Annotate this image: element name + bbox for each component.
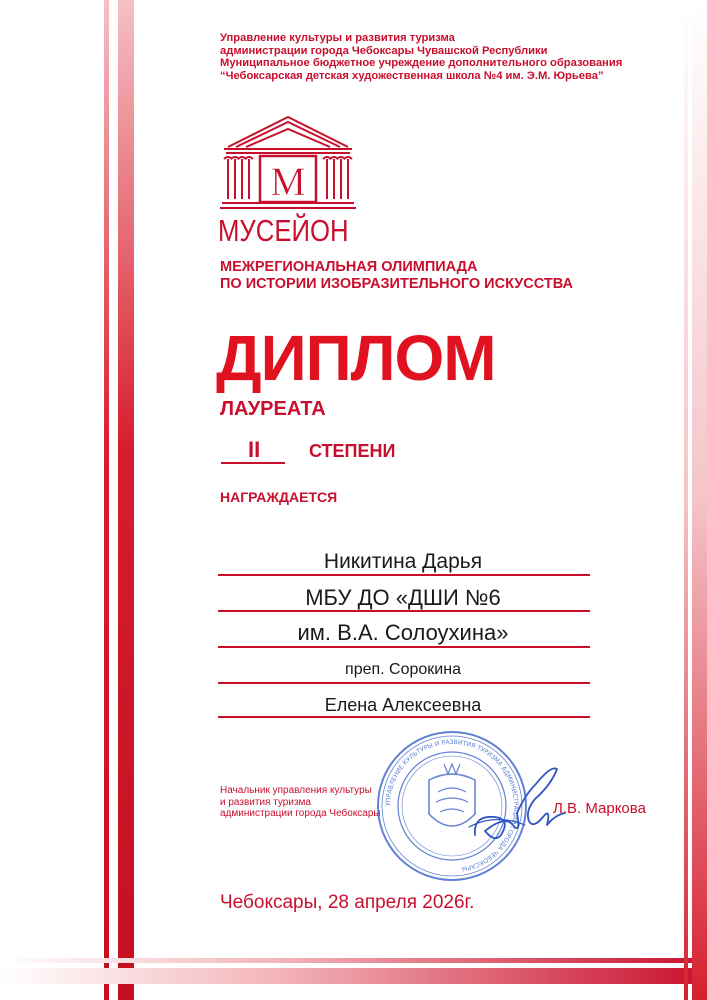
museion-building-logo: [218, 113, 358, 213]
school-line-1-rule: [218, 610, 590, 612]
awarded-label: НАГРАЖДАЕТСЯ: [220, 489, 338, 505]
header-line-1: Управление культуры и развития туризма: [220, 32, 455, 44]
degree-number: II: [248, 437, 261, 462]
header-line-2: администрации города Чебоксары Чувашской Республики: [220, 44, 548, 57]
teacher-line-1-rule: [218, 682, 590, 684]
header-line-3: Муниципальное бюджетное учреждение дополнительного образования: [220, 57, 623, 70]
school-line-2-rule: [218, 646, 590, 648]
header-line-4: “Чебоксарская детская художественная школа №4 им. Э.М. Юрьева”: [220, 69, 604, 82]
signatory-line-3: администрации города Чебоксары: [220, 808, 381, 819]
school-line-2: им. В.А. Солоухина»: [297, 620, 509, 645]
logo-letter: М: [270, 159, 306, 204]
organization-header: [220, 32, 622, 82]
olympiad-line-2: ПО ИСТОРИИ ИЗОБРАЗИТЕЛЬНОГО ИСКУССТВА: [220, 275, 573, 292]
signatory-title: [220, 785, 381, 820]
stamp-ring-text: УПРАВЛЕНИЕ КУЛЬТУРЫ И РАЗВИТИЯ ТУРИЗМА АДМИНИСТРАЦИИ ГОРОДА ЧЕБОКСАРЫ: [384, 738, 520, 873]
logo-name: МУСЕЙОН: [218, 213, 349, 248]
teacher-line-2-rule: [218, 716, 590, 718]
diploma-title: ДИПЛОМ: [216, 322, 496, 394]
recipient-name-line: [218, 574, 590, 576]
degree-underline: [221, 462, 285, 464]
school-line-1: МБУ ДО «ДШИ №6: [305, 585, 501, 610]
signatory-line-1: Начальник управления культуры: [220, 785, 372, 796]
degree-word: СТЕПЕНИ: [309, 441, 396, 461]
olympiad-line-1: МЕЖРЕГИОНАЛЬНАЯ ОЛИМПИАДА: [220, 259, 478, 275]
recipient-name: Никитина Дарья: [323, 550, 483, 573]
teacher-line-2: Елена Алексеевна: [324, 695, 482, 715]
issue-place-date: Чебоксары, 28 апреля 2026г.: [220, 892, 475, 913]
signatory-name: Л.В. Маркова: [553, 800, 646, 817]
laureate-label: ЛАУРЕАТА: [220, 398, 326, 420]
teacher-line-1: преп. Сорокина: [345, 661, 461, 678]
signatory-line-2: и развития туризма: [220, 796, 311, 808]
olympiad-title: [220, 259, 573, 292]
